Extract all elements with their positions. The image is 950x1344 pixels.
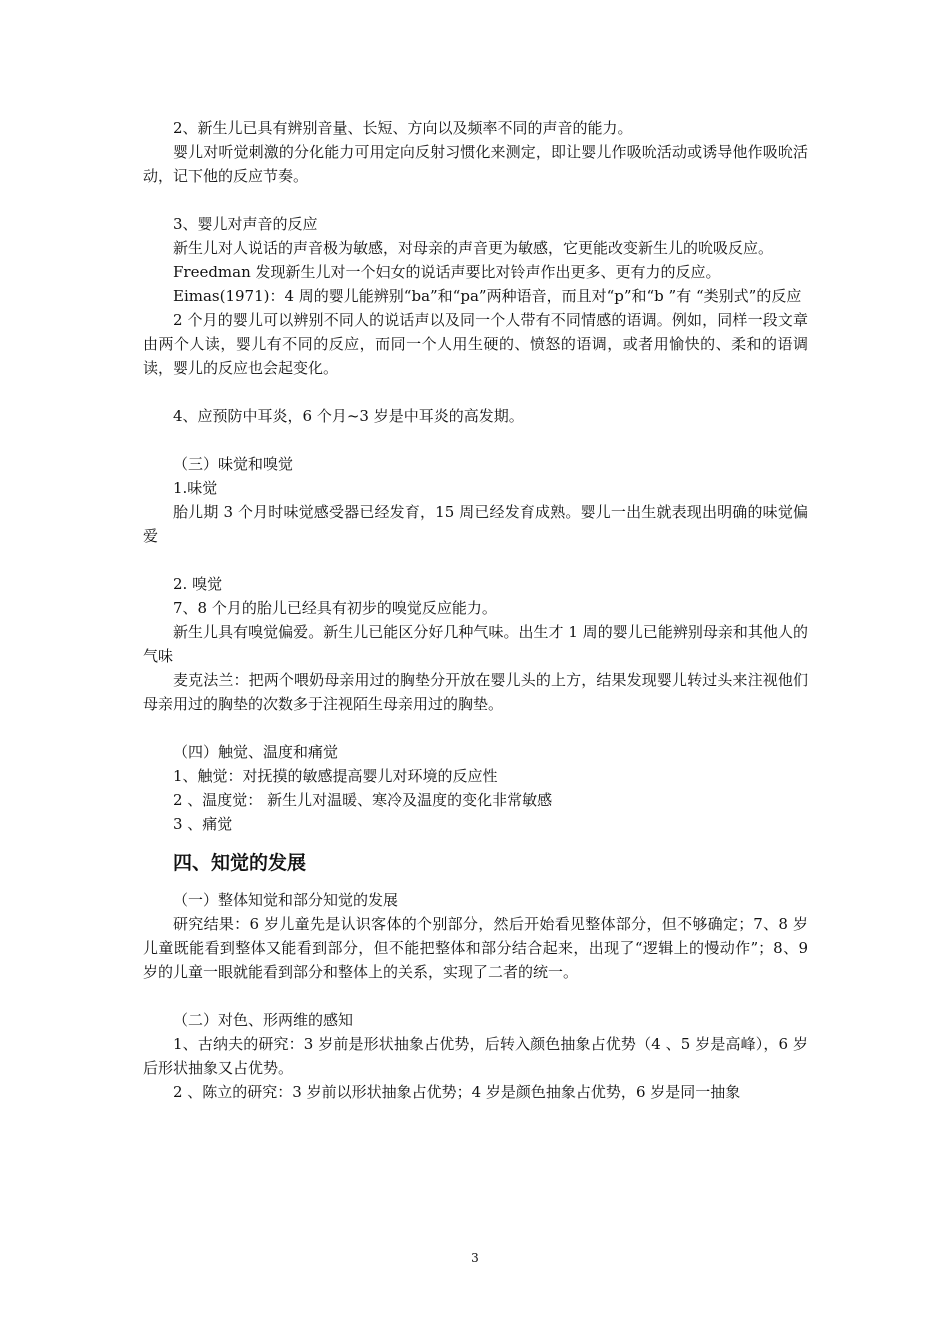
document-body — [143, 116, 808, 1104]
paragraph-gap — [143, 188, 808, 212]
paragraph-gap — [143, 548, 808, 572]
subheading: （一）整体知觉和部分知觉的发展 — [173, 891, 399, 909]
paragraph: 7、8 个月的胎儿已经具有初步的嗅觉反应能力。 — [173, 599, 497, 617]
paragraph: 2 、陈立的研究：3 岁前以形状抽象占优势；4 岁是颜色抽象占优势，6 岁是同一抽象 — [173, 1083, 741, 1101]
paragraph: 新生儿具有嗅觉偏爱。新生儿已能区分好几种气味。出生才 1 周的婴儿已能辨别母亲和其他人的气味 — [143, 623, 808, 665]
paragraph-gap — [143, 380, 808, 404]
paragraph-gap — [143, 428, 808, 452]
paragraph-gap — [143, 984, 808, 1008]
paragraph: 4、应预防中耳炎，6 个月~3 岁是中耳炎的高发期。 — [173, 407, 524, 425]
paragraph: 胎儿期 3 个月时味觉感受器已经发育，15 周已经发育成熟。婴儿一出生就表现出明确的味觉偏爱 — [143, 503, 808, 545]
subheading: 1.味觉 — [173, 479, 218, 497]
subheading: （二）对色、形两维的感知 — [173, 1011, 354, 1029]
paragraph: 3、婴儿对声音的反应 — [173, 215, 318, 233]
paragraph: 3 、痛觉 — [173, 815, 233, 833]
paragraph: 2 个月的婴儿可以辨别不同人的说话声以及同一个人带有不同情感的语调。例如，同样一段文章由两个人读，婴儿有不同的反应，而同一个人用生硬的、愤怒的语调，或者用愉快的、柔和的语调读，婴儿的反应也会起变化。 — [143, 311, 808, 377]
paragraph: 2、新生儿已具有辨别音量、长短、方向以及频率不同的声音的能力。 — [173, 119, 633, 137]
paragraph-gap — [143, 716, 808, 740]
subheading: （三）味觉和嗅觉 — [173, 455, 294, 473]
paragraph: 2 、温度觉： 新生儿对温暖、寒冷及温度的变化非常敏感 — [173, 791, 553, 809]
paragraph: Eimas(1971)：4 周的婴儿能辨别“ba”和“pa”两种语音，而且对“p”和“b ”有 “类别式”的反应 — [173, 287, 802, 305]
paragraph: 研究结果：6 岁儿童先是认识客体的个别部分，然后开始看见整体部分，但不够确定；7、8 岁儿童既能看到整体又能看到部分，但不能把整体和部分结合起来，出现了“逻辑上的慢动作”；8、9 岁的儿童一眼就能看到部分和整体上的关系，实现了二者的统一。 — [143, 915, 808, 981]
paragraph: 麦克法兰：把两个喂奶母亲用过的胸垫分开放在婴儿头的上方，结果发现婴儿转过头来注视他们母亲用过的胸垫的次数多于注视陌生母亲用过的胸垫。 — [143, 671, 808, 713]
subheading: 2. 嗅觉 — [173, 575, 223, 593]
page-number: 3 — [471, 1251, 479, 1265]
paragraph: 婴儿对听觉刺激的分化能力可用定向反射习惯化来测定，即让婴儿作吸吮活动或诱导他作吸吮活动，记下他的反应节奏。 — [143, 143, 808, 185]
paragraph: 新生儿对人说话的声音极为敏感，对母亲的声音更为敏感，它更能改变新生儿的吮吸反应。 — [173, 239, 774, 257]
subheading: （四）触觉、温度和痛觉 — [173, 743, 339, 761]
paragraph: Freedman 发现新生儿对一个妇女的说话声要比对铃声作出更多、更有力的反应。 — [173, 263, 721, 281]
section-title: 四、知觉的发展 — [173, 852, 307, 874]
paragraph: 1、触觉：对抚摸的敏感提高婴儿对环境的反应性 — [173, 767, 498, 785]
paragraph: 1、古纳夫的研究：3 岁前是形状抽象占优势，后转入颜色抽象占优势（4 、5 岁是高峰），6 岁后形状抽象又占优势。 — [143, 1035, 808, 1077]
